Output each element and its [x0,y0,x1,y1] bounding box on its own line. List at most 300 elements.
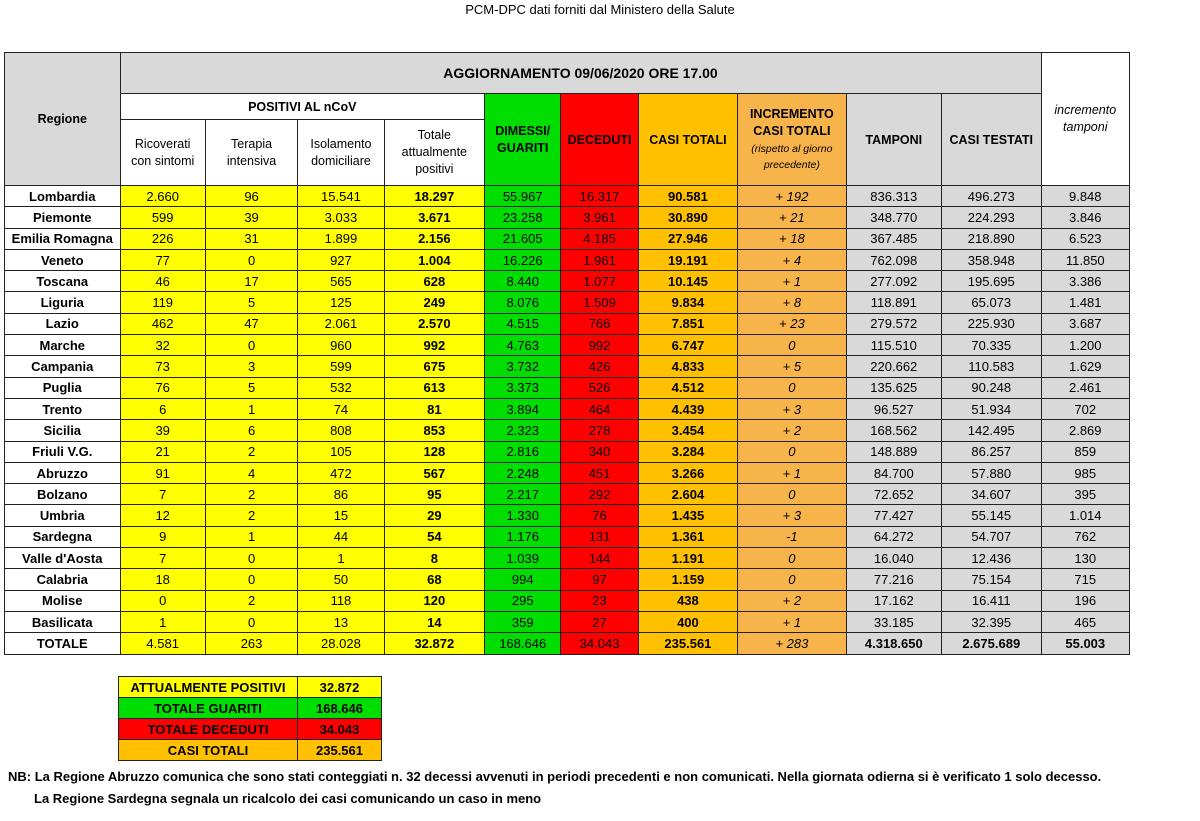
cell-casi-totali: 30.890 [638,207,737,228]
cell-casi-testati: 34.607 [942,484,1042,505]
cell-tamponi: 220.662 [846,356,941,377]
cell-dimessi: 8.440 [485,271,561,292]
cell-tamponi: 72.652 [846,484,941,505]
header-positivi-group: POSITIVI AL nCoV [120,94,485,120]
header-dimessi-guariti: DIMESSI/ GUARITI [485,94,561,186]
cell-incremento: 0 [738,548,846,569]
cell-casi-totali: 4.439 [638,398,737,419]
cell-isolamento: 1.899 [298,228,384,249]
summary-value: 32.872 [298,677,382,698]
cell-casi-testati: 2.675.689 [942,633,1042,654]
summary-label: CASI TOTALI [119,740,298,761]
table-row [5,292,1130,313]
cell-incremento: + 2 [738,590,846,611]
cell-deceduti: 4.185 [561,228,638,249]
cell-incremento-tamponi: 1.014 [1041,505,1129,526]
cell-incremento: + 18 [738,228,846,249]
cell-ricoverati: 462 [120,313,205,334]
cell-incremento: + 1 [738,462,846,483]
cell-isolamento: 2.061 [298,313,384,334]
cell-ricoverati: 76 [120,377,205,398]
cell-casi-totali: 7.851 [638,313,737,334]
cell-incremento-tamponi: 11.850 [1041,249,1129,270]
cell-incremento: + 21 [738,207,846,228]
summary-row [119,719,382,740]
cell-incremento-tamponi: 1.629 [1041,356,1129,377]
cell-ricoverati: 6 [120,398,205,419]
cell-casi-testati: 57.880 [942,462,1042,483]
cell-casi-testati: 51.934 [942,398,1042,419]
cell-casi-testati: 86.257 [942,441,1042,462]
cell-totale-positivi: 628 [384,271,484,292]
cell-regione: Basilicata [5,611,121,632]
cell-incremento: + 3 [738,398,846,419]
summary-row [119,698,382,719]
cell-dimessi: 1.176 [485,526,561,547]
header-incremento-casi: INCREMENTO CASI TOTALI (rispetto al giorno precedente) [738,94,846,186]
cell-casi-testati: 225.930 [942,313,1042,334]
source-caption: PCM-DPC dati forniti dal Ministero della Salute [465,2,735,17]
cell-incremento: 0 [738,377,846,398]
cell-terapia: 5 [205,377,297,398]
cell-incremento: + 1 [738,611,846,632]
cell-isolamento: 532 [298,377,384,398]
cell-terapia: 0 [205,548,297,569]
cell-tamponi: 168.562 [846,420,941,441]
cell-dimessi: 23.258 [485,207,561,228]
cell-deceduti: 34.043 [561,633,638,654]
cell-tamponi: 148.889 [846,441,941,462]
cell-terapia: 263 [205,633,297,654]
cell-totale-positivi: 249 [384,292,484,313]
cell-ricoverati: 7 [120,548,205,569]
cell-dimessi: 2.323 [485,420,561,441]
cell-totale-positivi: 120 [384,590,484,611]
cell-terapia: 96 [205,186,297,207]
cell-dimessi: 2.217 [485,484,561,505]
cell-incremento-tamponi: 3.386 [1041,271,1129,292]
table-row [5,548,1130,569]
cell-incremento-tamponi: 702 [1041,398,1129,419]
cell-casi-testati: 358.948 [942,249,1042,270]
cell-totale-positivi: 29 [384,505,484,526]
cell-dimessi: 3.894 [485,398,561,419]
cell-regione: TOTALE [5,633,121,654]
cell-isolamento: 86 [298,484,384,505]
cell-incremento-tamponi: 130 [1041,548,1129,569]
cell-tamponi: 115.510 [846,335,941,356]
cell-totale-positivi: 853 [384,420,484,441]
cell-isolamento: 15 [298,505,384,526]
header-tamponi: TAMPONI [846,94,941,186]
cell-dimessi: 55.967 [485,186,561,207]
cell-totale-positivi: 68 [384,569,484,590]
cell-ricoverati: 32 [120,335,205,356]
cell-ricoverati: 4.581 [120,633,205,654]
cell-casi-testati: 110.583 [942,356,1042,377]
cell-isolamento: 565 [298,271,384,292]
cell-isolamento: 3.033 [298,207,384,228]
cell-regione: Marche [5,335,121,356]
cell-totale-positivi: 32.872 [384,633,484,654]
footnote-sardegna: La Regione Sardegna segnala un ricalcolo dei casi comunicando un caso in meno [34,791,542,806]
cell-incremento: + 5 [738,356,846,377]
cell-deceduti: 340 [561,441,638,462]
summary-label: TOTALE GUARITI [119,698,298,719]
cell-terapia: 0 [205,611,297,632]
cell-ricoverati: 9 [120,526,205,547]
cell-totale-positivi: 1.004 [384,249,484,270]
cell-terapia: 47 [205,313,297,334]
table-row [5,569,1130,590]
cell-tamponi: 348.770 [846,207,941,228]
table-row [5,441,1130,462]
table-row [5,526,1130,547]
cell-regione: Valle d'Aosta [5,548,121,569]
cell-isolamento: 927 [298,249,384,270]
cell-ricoverati: 39 [120,420,205,441]
cell-isolamento: 118 [298,590,384,611]
cell-totale-positivi: 2.156 [384,228,484,249]
cell-casi-totali: 90.581 [638,186,737,207]
cell-terapia: 1 [205,526,297,547]
table-row [5,249,1130,270]
table-row [5,207,1130,228]
cell-casi-testati: 65.073 [942,292,1042,313]
cell-tamponi: 77.427 [846,505,941,526]
cell-incremento: + 192 [738,186,846,207]
cell-regione: Umbria [5,505,121,526]
cell-incremento: + 3 [738,505,846,526]
table-row [5,398,1130,419]
cell-ricoverati: 12 [120,505,205,526]
cell-ricoverati: 46 [120,271,205,292]
cell-deceduti: 992 [561,335,638,356]
table-row [5,420,1130,441]
cell-tamponi: 17.162 [846,590,941,611]
cell-deceduti: 3.961 [561,207,638,228]
cell-ricoverati: 119 [120,292,205,313]
cell-regione: Trento [5,398,121,419]
header-isolamento: Isolamento domiciliare [298,120,384,186]
cell-regione: Lazio [5,313,121,334]
cell-casi-testati: 16.411 [942,590,1042,611]
table-row [5,484,1130,505]
cell-isolamento: 125 [298,292,384,313]
cell-isolamento: 599 [298,356,384,377]
header-casi-totali: CASI TOTALI [638,94,737,186]
cell-terapia: 2 [205,505,297,526]
cell-terapia: 31 [205,228,297,249]
cell-casi-testati: 75.154 [942,569,1042,590]
cell-ricoverati: 21 [120,441,205,462]
cell-incremento-tamponi: 859 [1041,441,1129,462]
cell-deceduti: 526 [561,377,638,398]
cell-totale-positivi: 81 [384,398,484,419]
cell-tamponi: 84.700 [846,462,941,483]
table-row [5,462,1130,483]
cell-dimessi: 8.076 [485,292,561,313]
table-row [5,590,1130,611]
cell-dimessi: 1.330 [485,505,561,526]
cell-deceduti: 144 [561,548,638,569]
cell-isolamento: 808 [298,420,384,441]
cell-terapia: 2 [205,441,297,462]
summary-row [119,677,382,698]
cell-regione: Emilia Romagna [5,228,121,249]
summary-value: 235.561 [298,740,382,761]
cell-totale-positivi: 8 [384,548,484,569]
header-terapia: Terapia intensiva [205,120,297,186]
cell-totale-positivi: 613 [384,377,484,398]
cell-regione: Toscana [5,271,121,292]
cell-incremento-tamponi: 55.003 [1041,633,1129,654]
cell-regione: Friuli V.G. [5,441,121,462]
cell-incremento-tamponi: 1.481 [1041,292,1129,313]
cell-incremento-tamponi: 465 [1041,611,1129,632]
cell-tamponi: 277.092 [846,271,941,292]
cell-deceduti: 23 [561,590,638,611]
cell-regione: Liguria [5,292,121,313]
cell-casi-testati: 195.695 [942,271,1042,292]
header-totale-positivi: Totale attualmente positivi [384,120,484,186]
cell-incremento-tamponi: 2.461 [1041,377,1129,398]
cell-casi-testati: 90.248 [942,377,1042,398]
header-ricoverati: Ricoverati con sintomi [120,120,205,186]
cell-regione: Bolzano [5,484,121,505]
covid-regional-table [4,52,1130,655]
cell-casi-testati: 55.145 [942,505,1042,526]
cell-totale-positivi: 675 [384,356,484,377]
cell-casi-testati: 12.436 [942,548,1042,569]
cell-ricoverati: 73 [120,356,205,377]
header-deceduti: DECEDUTI [561,94,638,186]
cell-casi-totali: 3.454 [638,420,737,441]
cell-dimessi: 3.732 [485,356,561,377]
cell-isolamento: 15.541 [298,186,384,207]
cell-terapia: 1 [205,398,297,419]
cell-casi-totali: 1.191 [638,548,737,569]
cell-dimessi: 994 [485,569,561,590]
cell-ricoverati: 77 [120,249,205,270]
cell-deceduti: 131 [561,526,638,547]
table-row [5,335,1130,356]
cell-terapia: 6 [205,420,297,441]
cell-terapia: 39 [205,207,297,228]
footnote-abruzzo: NB: La Regione Abruzzo comunica che sono stati conteggiati n. 32 decessi avvenuti in periodi precedenti e non comunicati. Nella giornata odierna si è verificato 1 solo decesso. [8,769,1102,784]
cell-totale-positivi: 567 [384,462,484,483]
cell-casi-totali: 4.512 [638,377,737,398]
cell-tamponi: 118.891 [846,292,941,313]
cell-casi-testati: 54.707 [942,526,1042,547]
cell-dimessi: 2.816 [485,441,561,462]
cell-deceduti: 451 [561,462,638,483]
cell-tamponi: 4.318.650 [846,633,941,654]
cell-incremento-tamponi: 762 [1041,526,1129,547]
cell-terapia: 2 [205,484,297,505]
cell-incremento: 0 [738,441,846,462]
cell-ricoverati: 91 [120,462,205,483]
cell-totale-positivi: 14 [384,611,484,632]
table-row [5,611,1130,632]
cell-dimessi: 1.039 [485,548,561,569]
cell-incremento-tamponi: 9.848 [1041,186,1129,207]
cell-deceduti: 1.509 [561,292,638,313]
cell-incremento-tamponi: 715 [1041,569,1129,590]
cell-terapia: 0 [205,335,297,356]
cell-isolamento: 960 [298,335,384,356]
cell-incremento: -1 [738,526,846,547]
cell-dimessi: 4.515 [485,313,561,334]
summary-label: ATTUALMENTE POSITIVI [119,677,298,698]
cell-regione: Abruzzo [5,462,121,483]
cell-incremento-tamponi: 985 [1041,462,1129,483]
cell-ricoverati: 0 [120,590,205,611]
cell-dimessi: 21.605 [485,228,561,249]
cell-regione: Molise [5,590,121,611]
cell-incremento: 0 [738,335,846,356]
cell-casi-totali: 2.604 [638,484,737,505]
cell-incremento-tamponi: 2.869 [1041,420,1129,441]
cell-casi-totali: 9.834 [638,292,737,313]
cell-incremento-tamponi: 3.846 [1041,207,1129,228]
cell-terapia: 4 [205,462,297,483]
cell-regione: Calabria [5,569,121,590]
cell-isolamento: 13 [298,611,384,632]
table-row [5,313,1130,334]
cell-totale-positivi: 2.570 [384,313,484,334]
cell-casi-totali: 438 [638,590,737,611]
cell-deceduti: 278 [561,420,638,441]
cell-regione: Puglia [5,377,121,398]
table-row [5,186,1130,207]
cell-deceduti: 464 [561,398,638,419]
cell-isolamento: 50 [298,569,384,590]
cell-tamponi: 96.527 [846,398,941,419]
cell-casi-testati: 142.495 [942,420,1042,441]
summary-table [118,676,382,761]
cell-terapia: 0 [205,569,297,590]
cell-casi-testati: 218.890 [942,228,1042,249]
cell-casi-totali: 235.561 [638,633,737,654]
cell-deceduti: 1.961 [561,249,638,270]
cell-incremento-tamponi: 1.200 [1041,335,1129,356]
cell-incremento: + 1 [738,271,846,292]
header-casi-testati: CASI TESTATI [942,94,1042,186]
cell-regione: Campania [5,356,121,377]
table-row [5,356,1130,377]
table-body [5,186,1130,655]
summary-row [119,740,382,761]
cell-isolamento: 44 [298,526,384,547]
cell-terapia: 17 [205,271,297,292]
cell-regione: Lombardia [5,186,121,207]
cell-tamponi: 135.625 [846,377,941,398]
cell-ricoverati: 2.660 [120,186,205,207]
cell-tamponi: 33.185 [846,611,941,632]
cell-incremento: + 2 [738,420,846,441]
cell-dimessi: 3.373 [485,377,561,398]
summary-value: 168.646 [298,698,382,719]
cell-isolamento: 28.028 [298,633,384,654]
total-row [5,633,1130,654]
cell-incremento: + 23 [738,313,846,334]
cell-deceduti: 292 [561,484,638,505]
header-incremento-tamponi: incremento tamponi [1041,53,1129,186]
cell-ricoverati: 18 [120,569,205,590]
cell-totale-positivi: 128 [384,441,484,462]
cell-casi-totali: 400 [638,611,737,632]
cell-incremento: + 4 [738,249,846,270]
cell-terapia: 3 [205,356,297,377]
cell-ricoverati: 226 [120,228,205,249]
cell-dimessi: 4.763 [485,335,561,356]
cell-tamponi: 77.216 [846,569,941,590]
cell-incremento-tamponi: 6.523 [1041,228,1129,249]
cell-ricoverati: 1 [120,611,205,632]
cell-casi-totali: 4.833 [638,356,737,377]
cell-deceduti: 16.317 [561,186,638,207]
table-row [5,271,1130,292]
cell-casi-totali: 3.266 [638,462,737,483]
cell-incremento-tamponi: 196 [1041,590,1129,611]
cell-deceduti: 76 [561,505,638,526]
cell-totale-positivi: 18.297 [384,186,484,207]
table-row [5,505,1130,526]
cell-deceduti: 97 [561,569,638,590]
cell-casi-totali: 6.747 [638,335,737,356]
summary-value: 34.043 [298,719,382,740]
cell-casi-testati: 496.273 [942,186,1042,207]
cell-incremento-tamponi: 395 [1041,484,1129,505]
cell-deceduti: 27 [561,611,638,632]
cell-dimessi: 295 [485,590,561,611]
cell-dimessi: 16.226 [485,249,561,270]
cell-casi-testati: 32.395 [942,611,1042,632]
cell-isolamento: 74 [298,398,384,419]
header-update: AGGIORNAMENTO 09/06/2020 ORE 17.00 [120,53,1041,94]
cell-casi-totali: 3.284 [638,441,737,462]
cell-casi-totali: 1.435 [638,505,737,526]
cell-casi-totali: 27.946 [638,228,737,249]
cell-isolamento: 1 [298,548,384,569]
cell-ricoverati: 599 [120,207,205,228]
cell-isolamento: 472 [298,462,384,483]
summary-label: TOTALE DECEDUTI [119,719,298,740]
cell-totale-positivi: 95 [384,484,484,505]
cell-incremento: 0 [738,569,846,590]
cell-casi-totali: 1.361 [638,526,737,547]
cell-terapia: 2 [205,590,297,611]
cell-totale-positivi: 992 [384,335,484,356]
cell-isolamento: 105 [298,441,384,462]
cell-ricoverati: 7 [120,484,205,505]
cell-regione: Sardegna [5,526,121,547]
cell-dimessi: 2.248 [485,462,561,483]
cell-tamponi: 762.098 [846,249,941,270]
cell-incremento: + 8 [738,292,846,313]
table-row [5,377,1130,398]
footnotes [8,766,1101,810]
cell-tamponi: 836.313 [846,186,941,207]
cell-terapia: 0 [205,249,297,270]
cell-casi-totali: 1.159 [638,569,737,590]
cell-incremento-tamponi: 3.687 [1041,313,1129,334]
cell-dimessi: 359 [485,611,561,632]
header-regione: Regione [5,53,121,186]
cell-regione: Piemonte [5,207,121,228]
cell-tamponi: 16.040 [846,548,941,569]
